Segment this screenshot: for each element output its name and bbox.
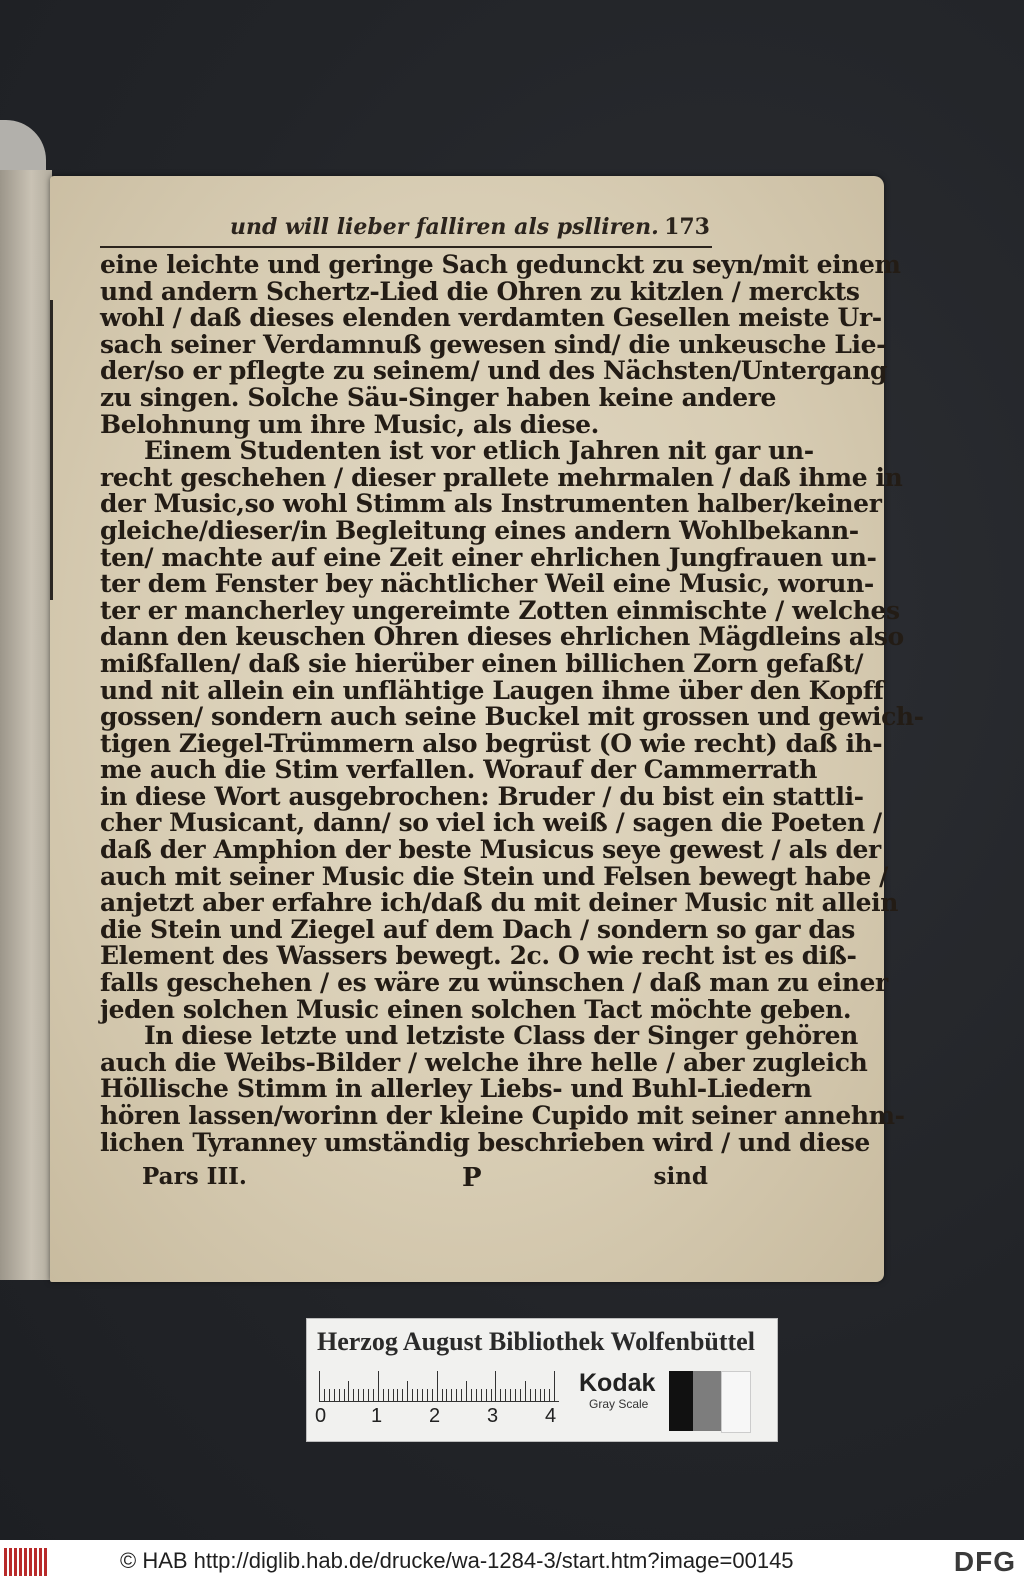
ruler-tick (378, 1371, 379, 1401)
ruler-tick (500, 1389, 501, 1401)
text-line: In diese letzte und letziste Class der Singer gehören (144, 1021, 858, 1051)
ruler-tick (319, 1371, 320, 1401)
ruler-tick (412, 1389, 413, 1401)
hab-logo-icon (4, 1548, 48, 1576)
text-line: mißfallen/ daß sie hierüber einen billichen Zorn gefaßt/ (100, 648, 864, 678)
ruler-label: 3 (487, 1405, 499, 1427)
text-line: und andern Schertz-Lied die Ohren zu kitzlen / merckts (100, 276, 860, 306)
text-line: in diese Wort ausgebrochen: Bruder / du bist ein stattli- (100, 781, 864, 811)
ruler-tick (510, 1389, 511, 1401)
text-line: wohl / daß dieses elenden verdamten Gesellen meiste Ur- (100, 303, 882, 333)
ruler-tick (442, 1389, 443, 1401)
ruler-tick (407, 1381, 408, 1401)
ruler-tick (363, 1389, 364, 1401)
text-line: Einem Studenten ist vor etlich Jahren nit gar un- (144, 436, 814, 466)
ruler-tick (515, 1389, 516, 1401)
ruler-tick (427, 1389, 428, 1401)
ruler-tick (471, 1389, 472, 1401)
text-line: Höllische Stimm in allerley Liebs- und Buhl-Liedern (100, 1074, 812, 1104)
ruler-tick (451, 1389, 452, 1401)
ruler-tick (422, 1389, 423, 1401)
ruler-tick (383, 1389, 384, 1401)
ruler-tick (456, 1389, 457, 1401)
ruler-tick (505, 1389, 506, 1401)
text-line: Belohnung um ihre Music, als diese. (100, 409, 599, 439)
color-target-card (306, 1318, 778, 1442)
ruler-tick (535, 1389, 536, 1401)
text-line: gossen/ sondern auch seine Buckel mit grossen und gewich- (100, 702, 924, 732)
ruler-tick (540, 1389, 541, 1401)
text-line: cher Musicant, dann/ so viel ich weiß / sagen die Poeten / (100, 808, 882, 838)
text-line: me auch die Stim verfallen. Worauf der Cammerrath (100, 755, 817, 785)
text-line: gleiche/dieser/in Begleitung eines andern Wohlbekann- (100, 515, 859, 545)
signature-mark: P (462, 1163, 482, 1193)
dfg-logo: DFG (953, 1546, 1016, 1577)
ruler-tick (486, 1389, 487, 1401)
ruler-tick (544, 1389, 545, 1401)
ruler-tick (334, 1389, 335, 1401)
text-line: tigen Ziegel-Trümmern also begrüst (O wie recht) daß ih- (100, 728, 883, 758)
text-line: der/so er pflegte zu seinem/ und des Nächsten/Untergang (100, 356, 888, 386)
kodak-logo: Kodak (579, 1369, 656, 1397)
text-line: hören lassen/worinn der kleine Cupido mit seiner annehm- (100, 1101, 905, 1130)
ruler-tick (437, 1371, 438, 1401)
library-name: Herzog August Bibliothek Wolfenbüttel (317, 1327, 755, 1356)
text-line: lichen Tyranney umständig beschrieben wird / und diese (100, 1127, 870, 1157)
page-footer (100, 1163, 712, 1193)
ruler-tick (520, 1389, 521, 1401)
page-number: 173 (664, 214, 710, 240)
ruler-tick (491, 1389, 492, 1401)
gray-scale-label: Gray Scale (589, 1397, 649, 1411)
ruler-tick (368, 1389, 369, 1401)
ruler-tick (432, 1389, 433, 1401)
text-line: eine leichte und geringe Sach gedunckt zu seyn/mit einem (100, 250, 901, 279)
running-head: und will lieber falliren als pslliren. (230, 214, 659, 240)
ruler-label: 0 (315, 1405, 327, 1427)
ruler-tick (324, 1389, 325, 1401)
ruler-tick (461, 1389, 462, 1401)
ruler-tick (329, 1389, 330, 1401)
text-line: und nit allein ein unflähtige Laugen ihme über den Kopff (100, 675, 884, 705)
text-line: dann den keuschen Ohren dieses ehrlichen Mägdleins also (100, 622, 904, 652)
ruler-tick (358, 1389, 359, 1401)
text-line: recht geschehen / dieser prallete mehrmalen / daß ihme in (100, 462, 903, 492)
ruler-tick (530, 1389, 531, 1401)
catchword: sind (653, 1163, 708, 1190)
ruler-tick (339, 1389, 340, 1401)
ruler-label: 1 (371, 1405, 383, 1427)
gray-swatch-mid (693, 1371, 721, 1431)
ruler-tick (373, 1389, 374, 1401)
ruler-tick (554, 1371, 555, 1401)
ruler-tick (402, 1389, 403, 1401)
text-line: anjetzt aber erfahre ich/daß du mit deiner Music nit allein (100, 888, 899, 918)
text-line: sach seiner Verdamnuß gewesen sind/ die unkeusche Lie- (100, 329, 887, 359)
text-line: daß der Amphion der beste Musicus seye gewest / als der (100, 835, 881, 865)
text-line: die Stein und Ziegel auf dem Dach / sondern so gar das (100, 914, 855, 944)
source-url[interactable]: © HAB http://diglib.hab.de/drucke/wa-1284-3/start.htm?image=00145 (120, 1548, 794, 1573)
ruler-tick (446, 1389, 447, 1401)
ruler-tick (466, 1381, 467, 1401)
text-line: zu singen. Solche Säu-Singer haben keine andere (100, 382, 777, 412)
text-line: ter er mancherley ungereimte Zotten einmischte / welches (100, 595, 900, 625)
ruler-tick (549, 1389, 550, 1401)
ruler-tick (525, 1381, 526, 1401)
text-line: falls geschehen / es wäre zu wünschen / daß man zu einer (100, 968, 888, 998)
signature: Pars III. (142, 1163, 247, 1190)
text-line: ter dem Fenster bey nächtlicher Weil eine Music, worun- (100, 569, 874, 599)
previous-page (0, 170, 52, 1280)
footer-bar (0, 1540, 1024, 1582)
ruler-tick (344, 1389, 345, 1401)
ruler-tick (476, 1389, 477, 1401)
gray-swatch-black (669, 1371, 693, 1431)
page-header (100, 212, 712, 248)
measurement-ruler (319, 1367, 559, 1402)
ruler-tick (393, 1389, 394, 1401)
ruler-tick (348, 1381, 349, 1401)
gray-swatch-white (721, 1371, 751, 1433)
text-line: ten/ machte auf eine Zeit einer ehrlichen Jungfrauen un- (100, 542, 877, 572)
body-text (100, 250, 924, 1157)
ruler-label: 4 (545, 1405, 557, 1427)
text-line: Element des Wassers bewegt. 2c. O wie recht ist es diß- (100, 941, 857, 971)
text-line: der Music,so wohl Stimm als Instrumenten halber/keiner (100, 489, 882, 519)
ruler-tick (495, 1371, 496, 1401)
ruler-tick (481, 1389, 482, 1401)
text-line: auch mit seiner Music die Stein und Felsen bewegt habe / (100, 861, 888, 891)
ruler-tick (417, 1389, 418, 1401)
text-line: jeden solchen Music einen solchen Tact möchte geben. (100, 994, 852, 1024)
ruler-tick (353, 1389, 354, 1401)
ruler-label: 2 (429, 1405, 441, 1427)
ruler-tick (397, 1389, 398, 1401)
ruler-tick (388, 1389, 389, 1401)
text-line: auch die Weibs-Bilder / welche ihre helle / aber zugleich (100, 1047, 868, 1077)
gutter-shadow (50, 300, 53, 600)
